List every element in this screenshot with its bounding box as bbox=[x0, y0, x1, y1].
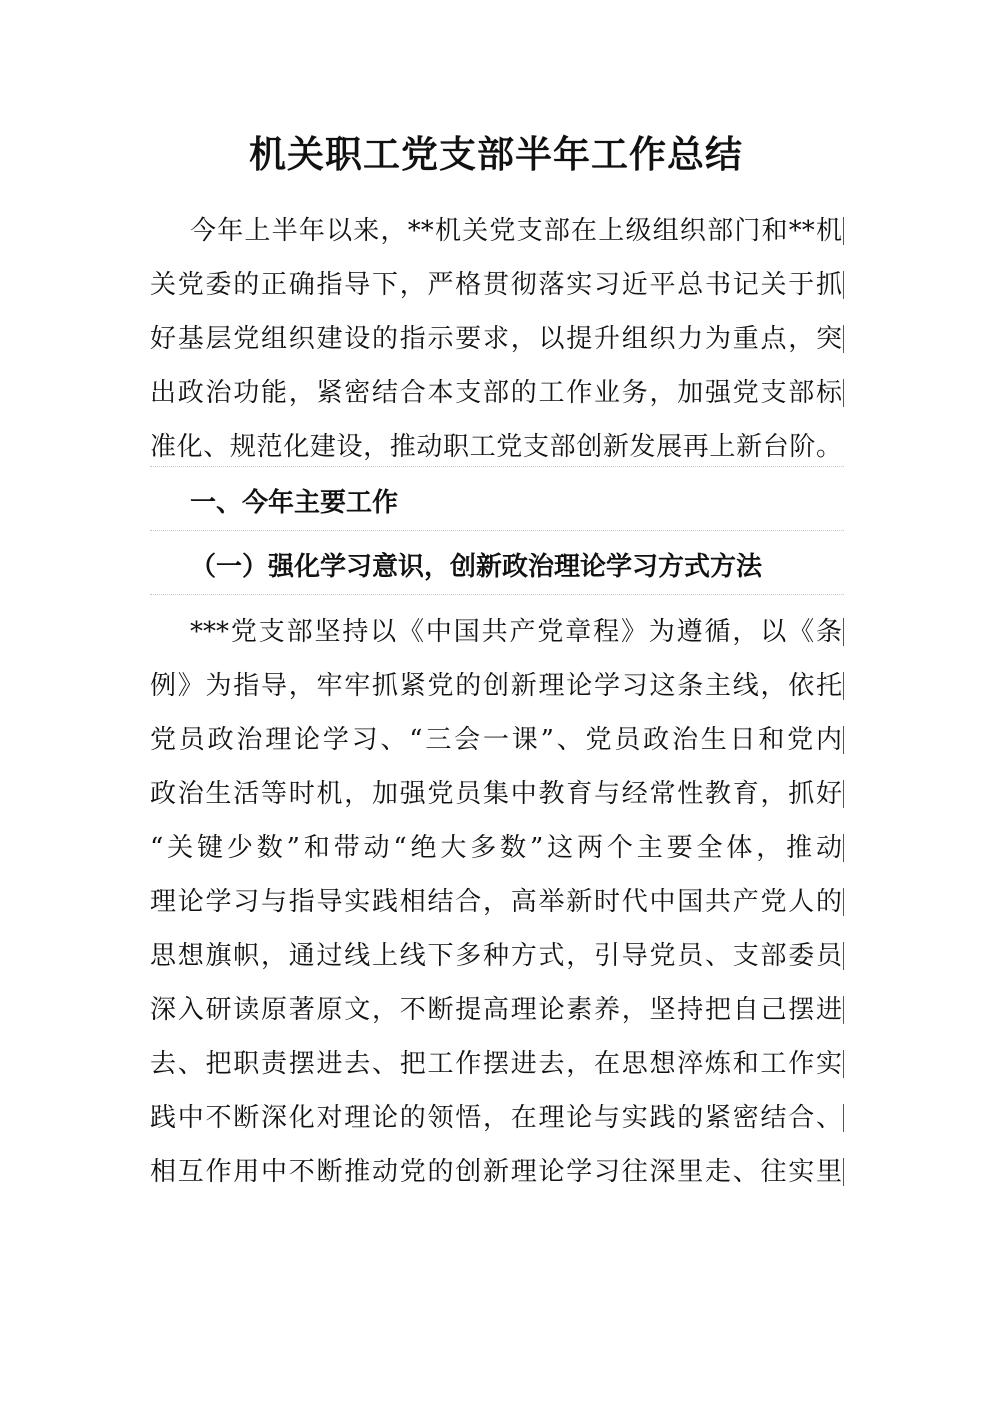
paragraph-separator bbox=[150, 466, 844, 467]
body-line-1: ***党支部坚持以《中国共产党章程》为遵循，以《条 bbox=[190, 617, 842, 647]
paragraph-separator bbox=[150, 530, 844, 531]
line-edge-marker bbox=[843, 780, 844, 808]
body-line-3: 党员政治理论学习、“三会一课”、党员政治生日和党内 bbox=[150, 725, 842, 755]
line-edge-marker bbox=[843, 1050, 844, 1078]
body-line-2: 例》为指导，牢牢抓紧党的创新理论学习这条主线，依托 bbox=[150, 671, 842, 701]
intro-line-5: 准化、规范化建设，推动职工党支部创新发展再上新台阶。 bbox=[150, 432, 842, 462]
body-line-8: 深入研读原著原文，不断提高理论素养，坚持把自己摆进 bbox=[150, 995, 842, 1025]
line-edge-marker bbox=[843, 672, 844, 700]
body-line-9: 去、把职责摆进去、把工作摆进去，在思想淬炼和工作实 bbox=[150, 1049, 842, 1079]
line-edge-marker bbox=[843, 942, 844, 970]
line-edge-marker bbox=[843, 1104, 844, 1132]
section-heading: 一、今年主要工作 bbox=[190, 488, 399, 518]
line-edge-marker bbox=[843, 834, 844, 862]
body-line-4: 政治生活等时机，加强党员集中教育与经常性教育，抓好 bbox=[150, 779, 842, 809]
document-title: 机关职工党支部半年工作总结 bbox=[249, 132, 743, 176]
intro-line-3: 好基层党组织建设的指示要求，以提升组织力为重点，突 bbox=[150, 324, 842, 354]
intro-line-1: 今年上半年以来，**机关党支部在上级组织部门和**机 bbox=[190, 216, 842, 246]
line-edge-marker bbox=[843, 618, 844, 646]
subsection-heading: （一）强化学习意识，创新政治理论学习方式方法 bbox=[190, 552, 763, 582]
body-line-10: 践中不断深化对理论的领悟，在理论与实践的紧密结合、 bbox=[150, 1103, 842, 1133]
line-edge-marker bbox=[843, 217, 844, 245]
line-edge-marker bbox=[843, 325, 844, 353]
intro-line-2: 关党委的正确指导下，严格贯彻落实习近平总书记关于抓 bbox=[150, 270, 842, 300]
paragraph-separator bbox=[150, 594, 844, 595]
body-line-6: 理论学习与指导实践相结合，高举新时代中国共产党人的 bbox=[150, 887, 842, 917]
line-edge-marker bbox=[843, 996, 844, 1024]
body-line-11: 相互作用中不断推动党的创新理论学习往深里走、往实里 bbox=[150, 1157, 842, 1187]
line-edge-marker bbox=[843, 271, 844, 299]
intro-line-4: 出政治功能，紧密结合本支部的工作业务，加强党支部标 bbox=[150, 378, 842, 408]
line-edge-marker bbox=[843, 726, 844, 754]
body-line-7: 思想旗帜，通过线上线下多种方式，引导党员、支部委员 bbox=[150, 941, 842, 971]
line-edge-marker bbox=[843, 1158, 844, 1186]
line-edge-marker bbox=[843, 379, 844, 407]
line-edge-marker bbox=[843, 888, 844, 916]
body-line-5: “关键少数”和带动“绝大多数”这两个主要全体，推动 bbox=[150, 833, 842, 863]
